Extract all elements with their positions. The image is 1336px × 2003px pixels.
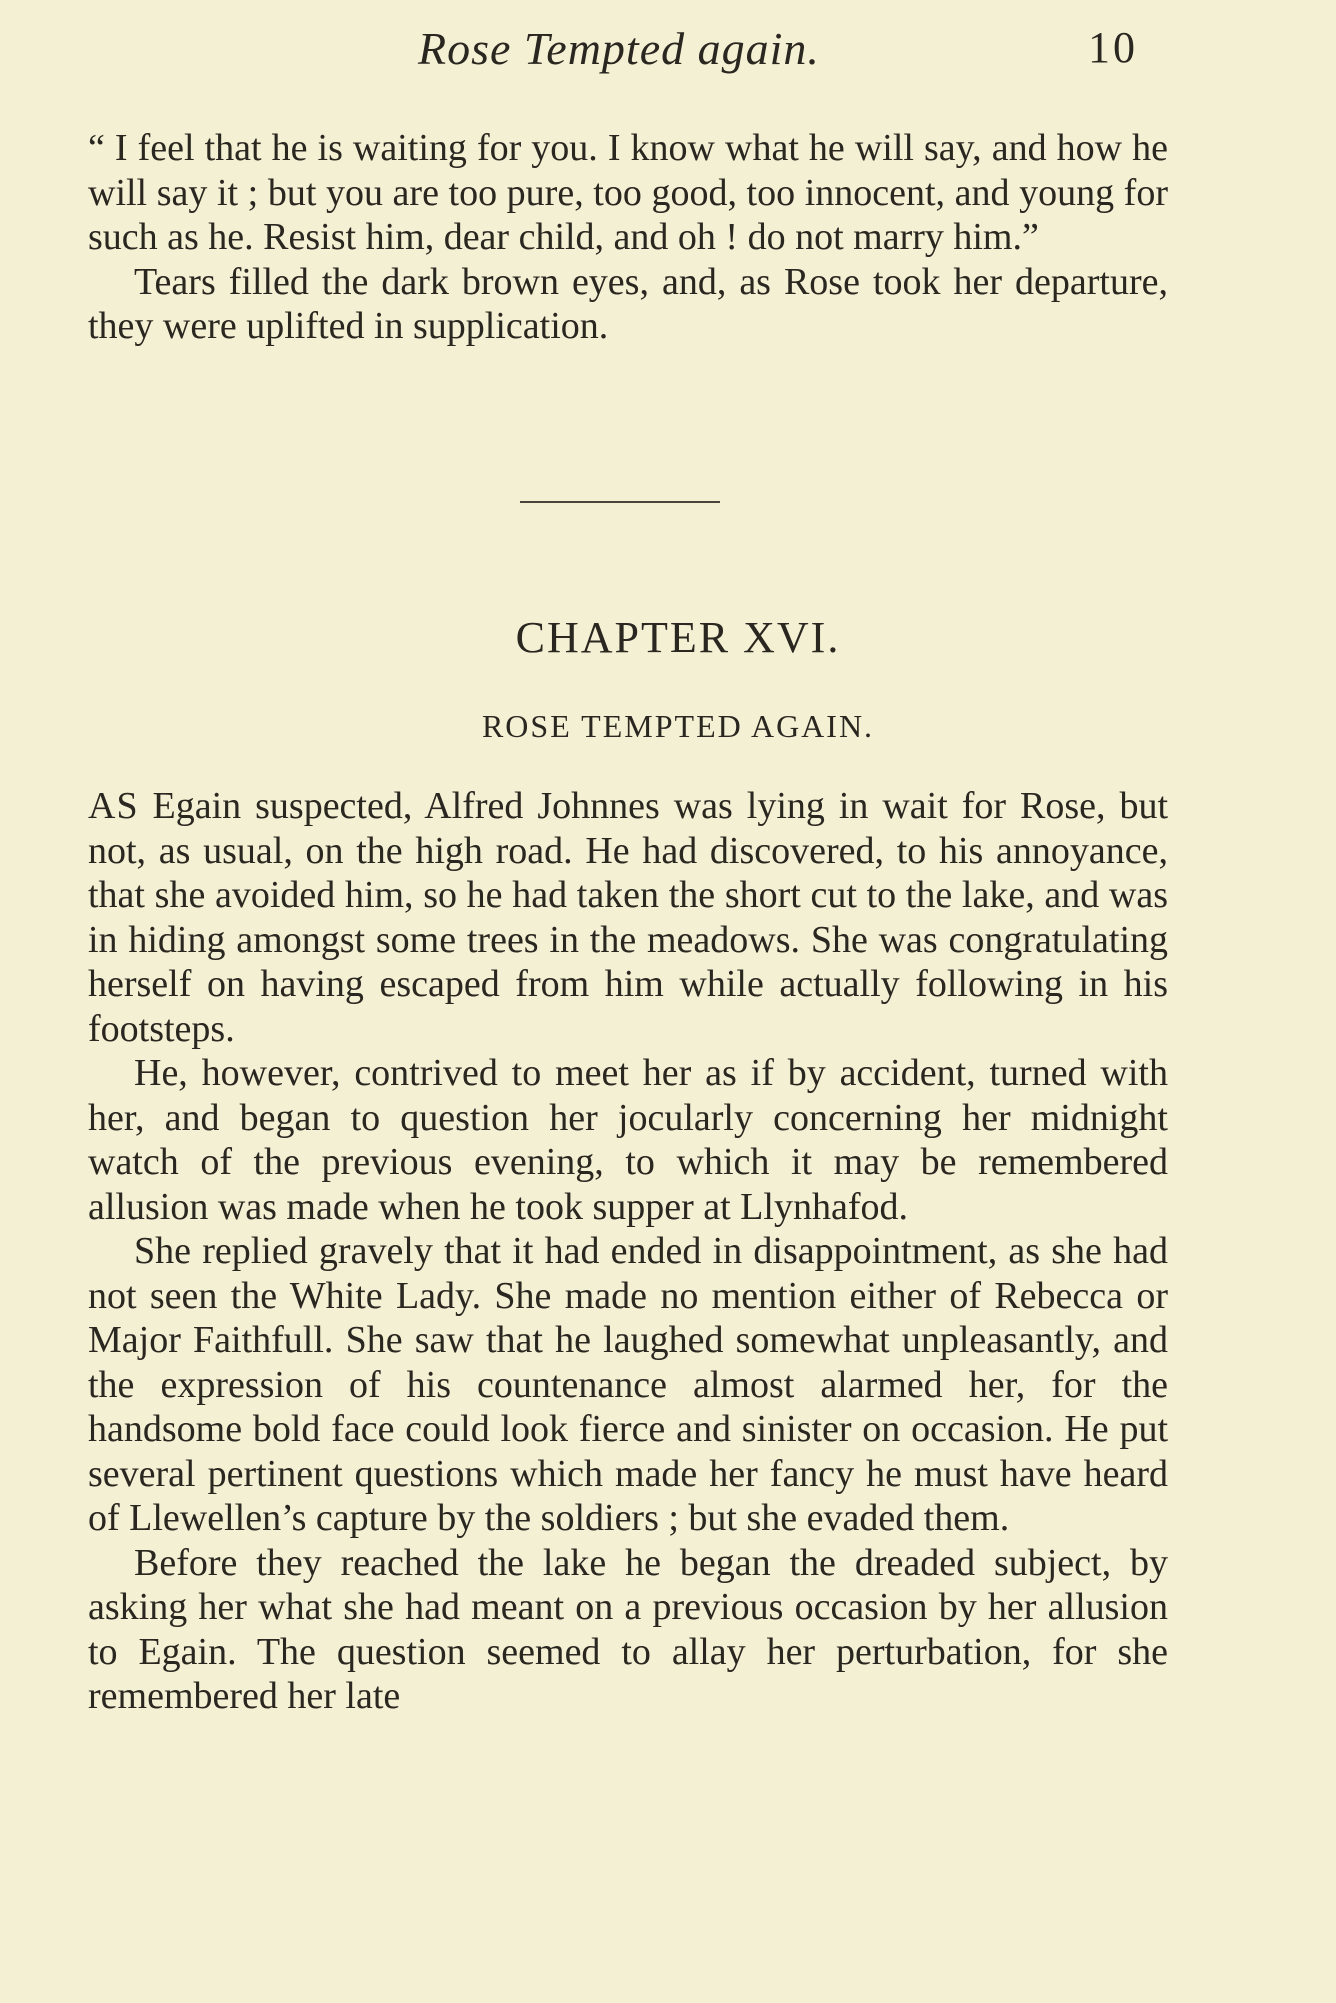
previous-chapter-end [88,126,1168,349]
paragraph: He, however, contrived to meet her as if by accident, turned with her, and began to question her jocularly concerning her midnight watch of the previous evening, to which it may be remembered allusion was made when he took supper at Llynhafod. [88,1052,1168,1228]
paragraph: “ I feel that he is waiting for you. I know what he will say, and how he will say it ; but you are too pure, too good, too innocent, and young for such as he. Resist him, dear child, and oh ! do not marry him.” [88,127,1168,258]
opening-paragraph [88,784,1168,1051]
section-divider [520,501,720,503]
chapter-heading: CHAPTER XVI. [515,613,841,662]
running-head [0,22,1336,82]
running-title: Rose Tempted again. [418,23,820,74]
page-number: 10 [1088,23,1138,72]
chapter-body [88,784,1168,1719]
paragraph: Before they reached the lake he began the dreaded subject, by asking her what she had meant on a previous occasion by her allusion to Egain. The question seemed to allay her perturbation, for she remembered her late [88,1541,1168,1717]
paragraph: Tears filled the dark brown eyes, and, as Rose took her departure, they were uplifted in supplication. [88,260,1168,347]
chapter-subtitle: ROSE TEMPTED AGAIN. [481,708,875,744]
opening-paragraph-text: Egain suspected, Alfred Johnnes was lying in wait for Rose, but not, as usual, on the high road. He had discovered, to his annoyance, that she avoided him, so he had taken the short cut to the lake, and was in hiding amongst some trees in the meadows. She was congratulating herself on having escaped from him while actually following in his footsteps. [88,785,1168,1050]
paragraph: She replied gravely that it had ended in disappointment, as she had not seen the White Lady. She made no mention either of Rebecca or Major Faithfull. She saw that he laughed somewhat unpleasantly, and the expression of his countenance almost alarmed her, for the handsome bold face could look fierce and sinister on occasion. He put several pertinent questions which made her fancy he must have heard of Llewellen’s capture by the soldiers ; but she evaded them. [88,1230,1168,1539]
lead-word: AS [88,785,139,827]
